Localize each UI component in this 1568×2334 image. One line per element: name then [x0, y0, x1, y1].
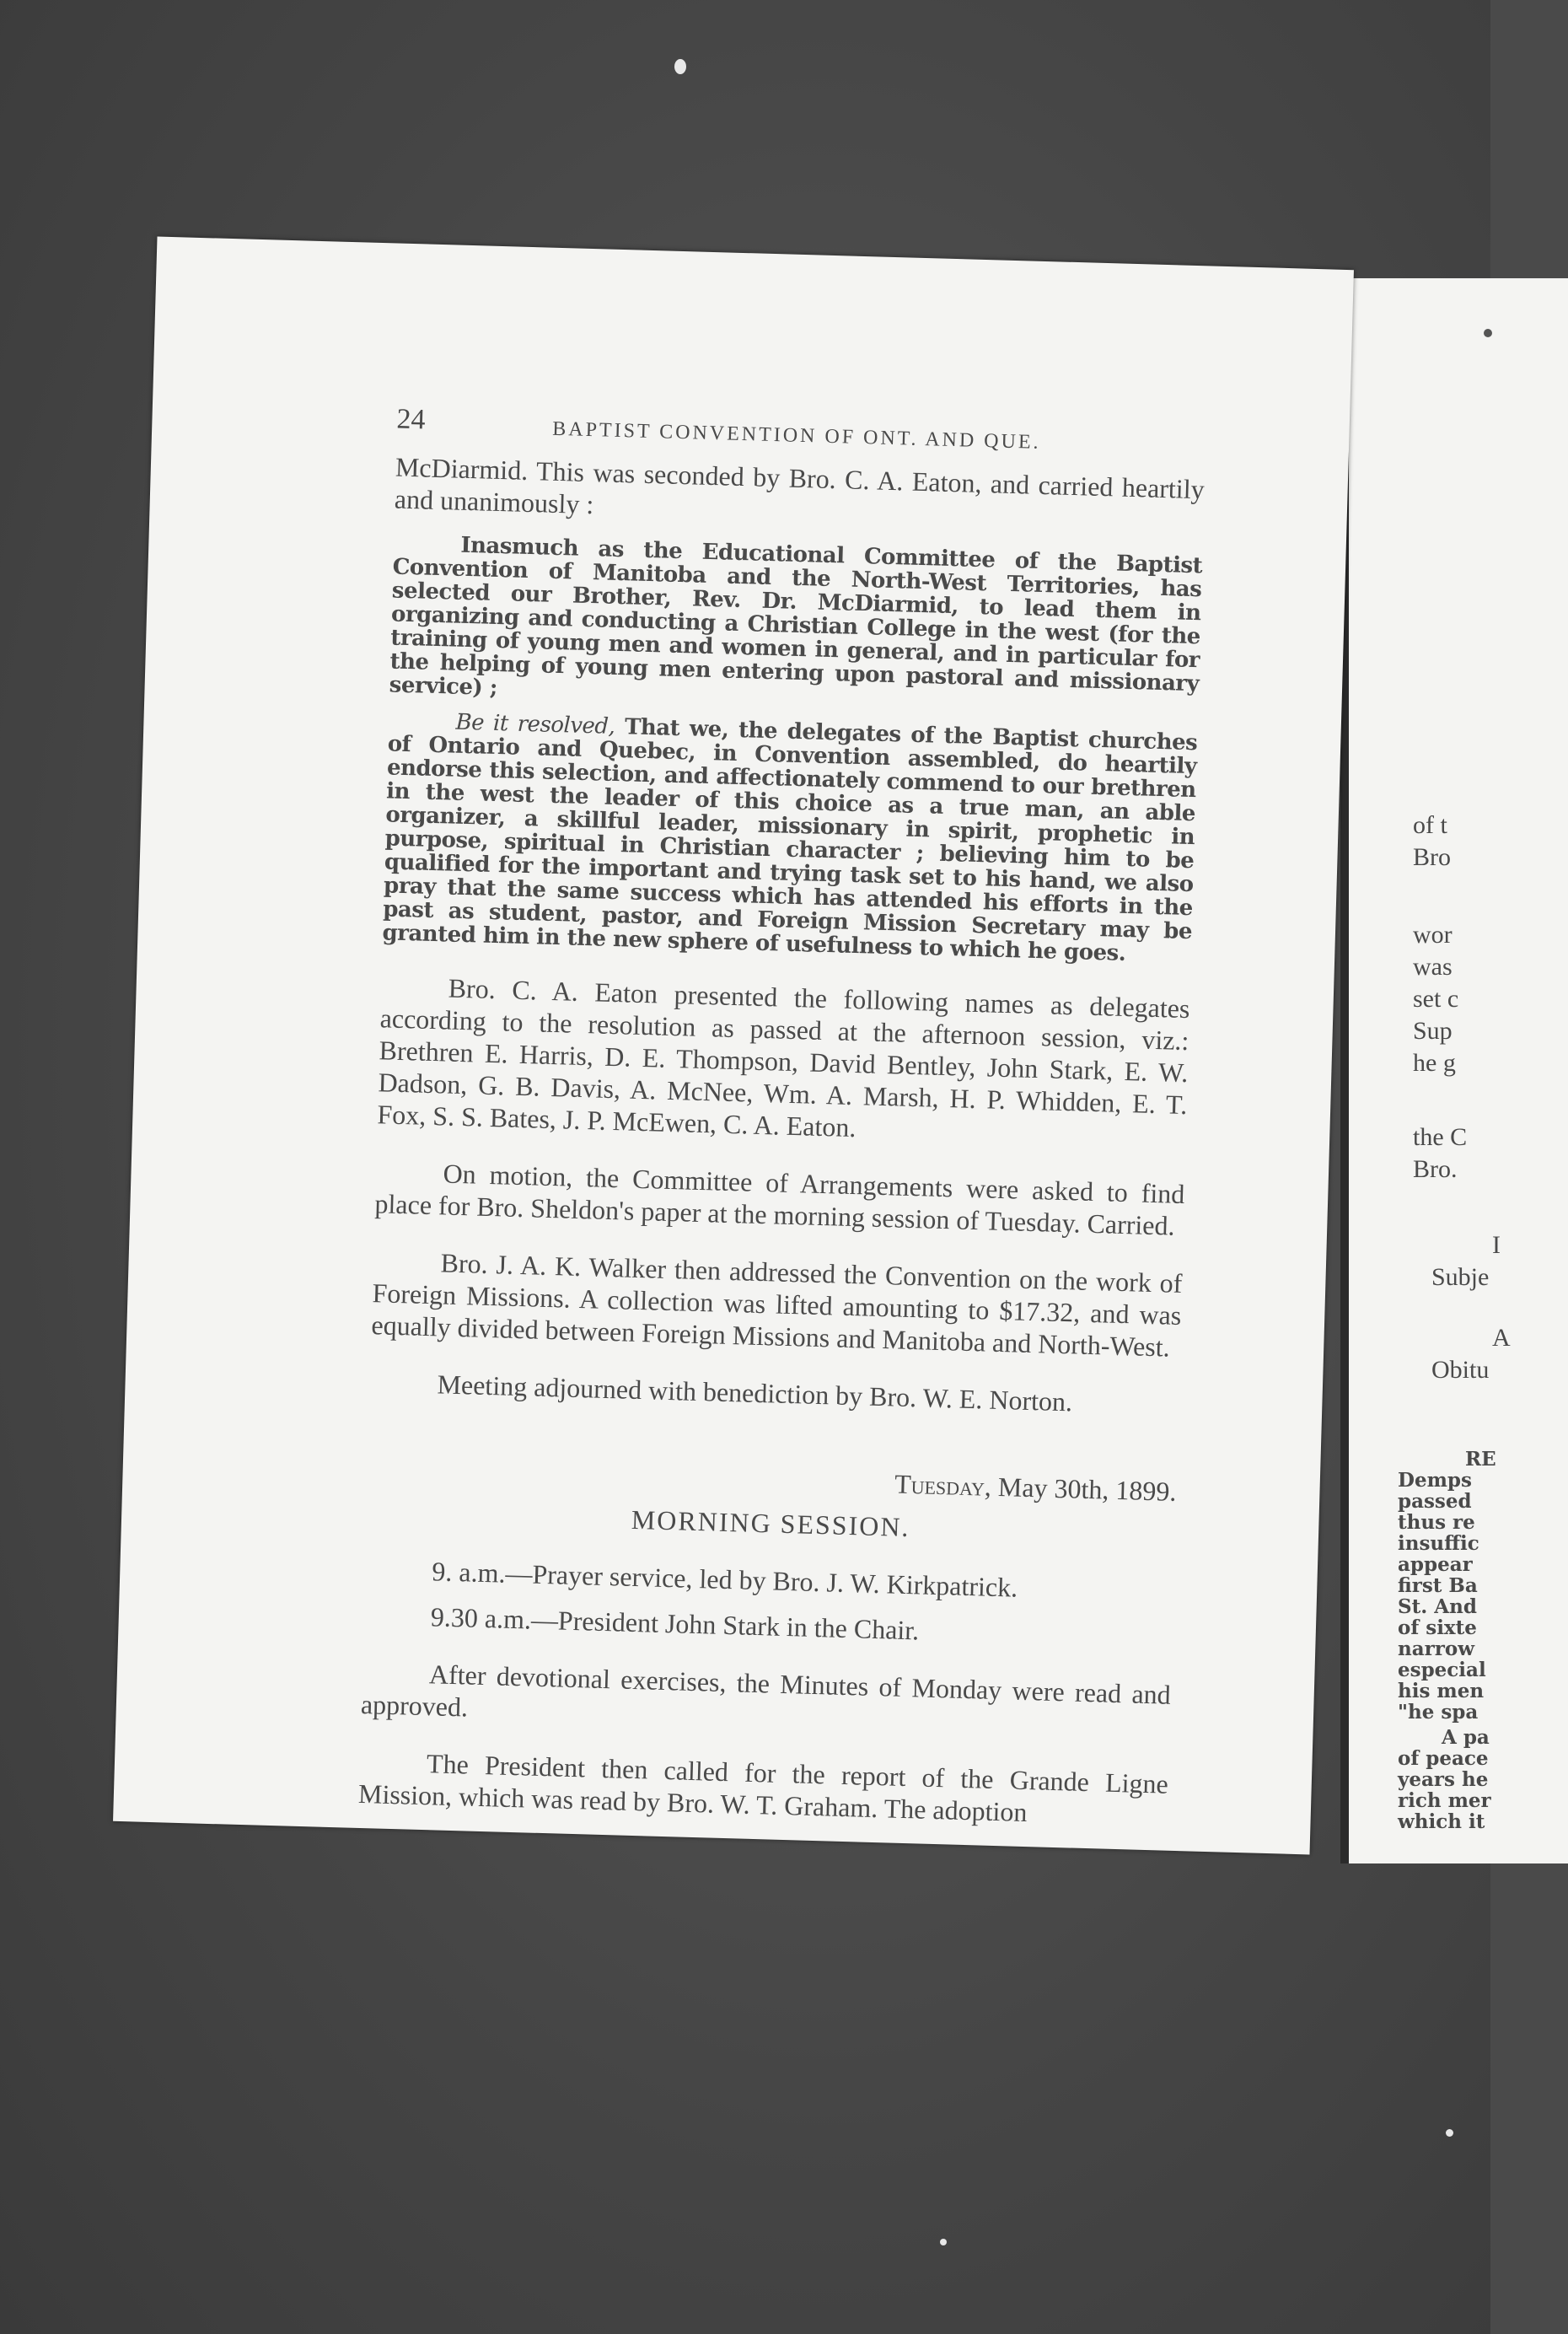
adjacent-line: rich mer	[1398, 1789, 1491, 1812]
session-day: Tuesday	[894, 1468, 985, 1502]
adjacent-line: which it	[1398, 1810, 1485, 1833]
adjacent-page	[1340, 278, 1568, 1863]
page-number: 24	[396, 403, 427, 436]
adjacent-line: set c	[1413, 985, 1459, 1013]
adjacent-line: of peace	[1398, 1747, 1489, 1770]
adjacent-line: narrow	[1398, 1638, 1475, 1660]
running-title: BAPTIST CONVENTION OF ONT. AND QUE.	[551, 417, 1041, 454]
session-heading: MORNING SESSION.	[631, 1503, 910, 1543]
adjacent-line: I	[1492, 1231, 1501, 1259]
adjacent-line: first Ba	[1398, 1574, 1478, 1597]
adjacent-line: Sup	[1413, 1017, 1453, 1045]
resolution-paragraph	[382, 708, 1197, 967]
adjacent-line: years he	[1398, 1768, 1489, 1791]
opening-paragraph: McDiarmid. This was seconded by Bro. C. A. Eaton, and carried heartily and unanimously :	[394, 451, 1206, 520]
resolution-body: That we, the delegates of the Baptist churches of Ontario and Quebec, in Convention assembled, do heartily endorse this selection, and affectionately commend to our brethren in the west the leader of this choice as a true man, an able organizer, a skillful leader, missionary in spirit, prophetic in purpose, spiritual in Christian character ; believing him to be qualified for the important and trying task set to his hand, we also pray that the same success which has attended his efforts in the past as student, pastor, and Foreign Mission Secretary may be granted him in the new sphere of usefulness to which he goes.	[382, 713, 1198, 966]
delegates-paragraph: Bro. C. A. Eaton presented the following names as delegates according to the resolution as passed at the afternoon session, viz.: Brethren E. Harris, D. E. Thompson, David Bentley, John Stark, E. W. Dadson, G. B. Davis, A. McNee, Wm. A. Marsh, H. P. Whidden, E. T. Fox, S. S. Bates, J. P. McEwen, C. A. Eaton.	[377, 972, 1190, 1143]
adjacent-line: appear	[1398, 1553, 1473, 1576]
adjacent-line: he g	[1413, 1049, 1456, 1077]
adjacent-line: "he spa	[1398, 1701, 1479, 1724]
adjacent-line: insuffic	[1398, 1532, 1479, 1555]
adjacent-line: thus re	[1398, 1511, 1475, 1534]
adjourned-paragraph: Meeting adjourned with benediction by Bro. W. E. Norton.	[437, 1369, 1073, 1417]
adjacent-line: Bro.	[1413, 1155, 1458, 1183]
resolution-preamble: Inasmuch as the Educational Committee of the Baptist Convention of Manitoba and the North-West Territories, has selected our Brother, Rev. Dr. McDiarmid, to lead them in organizing and conducting a Christian College in the west (for the training of young men and women in general, and in particular for the helping of young men entering upon pastoral and missionary service) ;	[389, 532, 1203, 702]
prayer-paragraph: 9. a.m.—Prayer service, led by Bro. J. W. Kirkpatrick.	[431, 1556, 1018, 1603]
motion-paragraph: On motion, the Committee of Arrangements were asked to find place for Bro. Sheldon's paper at the morning session of Tuesday. Carried.	[374, 1158, 1185, 1241]
adjacent-line: the C	[1413, 1123, 1468, 1151]
adjacent-line: A	[1492, 1324, 1511, 1352]
adjacent-line: Demps	[1398, 1469, 1472, 1492]
dust-speck	[674, 59, 686, 74]
dust-speck	[1446, 2129, 1453, 2137]
adjacent-line: wor	[1413, 921, 1453, 949]
adjacent-line: Subje	[1431, 1263, 1490, 1291]
adjacent-line: A pa	[1442, 1726, 1490, 1749]
adjacent-line: Obitu	[1431, 1356, 1490, 1384]
book-page	[113, 237, 1354, 1855]
adjacent-line: especial	[1398, 1659, 1486, 1681]
grande-ligne-paragraph: The President then called for the report of the Grande Ligne Mission, which was read by Bro. W. T. Graham. The adoption	[357, 1748, 1169, 1828]
page-content	[358, 404, 1206, 1832]
adjacent-line: Bro	[1413, 843, 1451, 871]
adjacent-line: St. And	[1398, 1595, 1477, 1618]
dust-speck	[940, 2239, 947, 2245]
minutes-paragraph: After devotional exercises, the Minutes of Monday were read and approved.	[360, 1659, 1172, 1723]
resolution-lead: Be it resolved,	[455, 709, 615, 739]
adjacent-line: his men	[1398, 1680, 1485, 1702]
session-date-rest: , May 30th, 1899.	[984, 1471, 1177, 1507]
adjacent-line: was	[1413, 953, 1453, 981]
adjacent-line: RE	[1465, 1448, 1496, 1471]
page-mark	[1484, 329, 1492, 337]
adjacent-line: passed	[1398, 1490, 1472, 1513]
walker-paragraph: Bro. J. A. K. Walker then addressed the Convention on the work of Foreign Missions. A collection was lifted amounting to $17.32, and was equally divided between Foreign Missions and Manitoba and North-West.	[371, 1247, 1183, 1363]
adjacent-line: of t	[1413, 811, 1447, 839]
president-paragraph: 9.30 a.m.—President John Stark in the Chair.	[430, 1601, 920, 1646]
adjacent-line: of sixte	[1398, 1616, 1477, 1639]
